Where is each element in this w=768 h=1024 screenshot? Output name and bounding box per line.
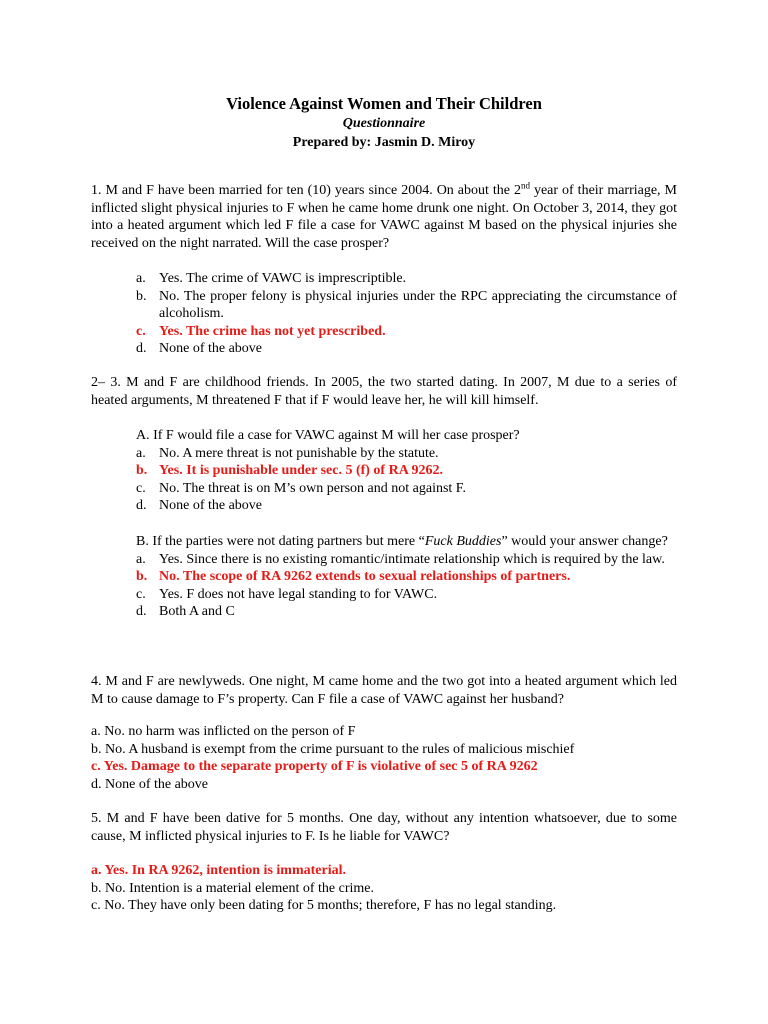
question-1-text-a: 1. M and F have been married for ten (10) years since 2004. On about the 2	[91, 183, 521, 198]
option-2b-d	[91, 603, 677, 621]
option-text: None of the above	[159, 498, 263, 513]
option-text: a. Yes. In RA 9262, intention is immaterial.	[91, 863, 346, 878]
option-text: None of the above	[159, 341, 263, 356]
part-b-emphasis: Fuck Buddies	[424, 534, 502, 549]
option-letter: a.	[136, 445, 146, 461]
option-2a-b-correct-answer	[91, 462, 677, 480]
option-1d	[91, 340, 677, 358]
option-letter: c.	[136, 480, 146, 496]
option-letter: a.	[136, 551, 146, 567]
option-text: c. No. They have only been dating for 5 months; therefore, F has no legal standing.	[91, 898, 557, 913]
question-2-part-b	[91, 533, 677, 621]
document-header	[0, 0, 768, 152]
option-text: Yes. It is punishable under sec. 5 (f) of RA 9262.	[159, 463, 444, 478]
option-1c-correct-answer	[91, 323, 677, 341]
option-letter: b.	[136, 288, 147, 304]
question-1-text-b: year of their marriage, M inflicted slight physical injuries to F when he came home drunk one night. On October 3, 2014, they got into a heated argument which led F file a case for VAWC against M based on the physical injuries she received on the night narrated. Will the case prosper?	[91, 183, 677, 251]
document-title: Violence Against Women and Their Children	[226, 94, 542, 113]
question-2-part-a	[91, 427, 677, 515]
option-text: No. The scope of RA 9262 extends to sexual relationships of partners.	[159, 569, 571, 584]
option-text: No. The threat is on M’s own person and not against F.	[159, 480, 466, 496]
question-5: 5. M and F have been dative for 5 months. One day, without any intention whatsoever, due to some cause, M inflicted physical injuries to F. Is he liable for VAWC?	[91, 811, 677, 844]
option-2b-a	[91, 551, 677, 569]
ordinal-suffix: nd	[520, 180, 530, 191]
part-b-question	[91, 533, 677, 551]
option-2b-c	[91, 586, 677, 604]
option-letter: b.	[136, 569, 148, 584]
document-subtitle: Questionnaire	[342, 116, 426, 131]
option-letter: d.	[136, 604, 147, 619]
option-4a	[91, 723, 677, 741]
option-text: Both A and C	[159, 604, 235, 619]
question-1-options	[91, 270, 677, 358]
option-4c-correct-answer	[91, 758, 677, 776]
option-1b	[91, 288, 677, 323]
option-letter: b.	[136, 463, 148, 478]
question-1	[91, 182, 677, 252]
option-text: Yes. F does not have legal standing to for VAWC.	[159, 586, 438, 602]
option-text: b. No. Intention is a material element of the crime.	[91, 880, 375, 896]
option-5a-correct-answer	[91, 862, 677, 880]
option-letter: c.	[136, 323, 146, 339]
option-letter: a.	[136, 271, 146, 286]
question-4: 4. M and F are newlyweds. One night, M came home and the two got into a heated argument which led M to cause damage to F’s property. Can F file a case of VAWC against her husband?	[91, 674, 677, 707]
option-2a-a	[91, 445, 677, 463]
option-5b	[91, 880, 677, 898]
option-letter: d.	[136, 341, 147, 356]
part-a-question: A. If F would file a case for VAWC against M will her case prosper?	[136, 428, 520, 443]
option-text: a. No. no harm was inflicted on the person of F	[91, 724, 356, 739]
question-2-3: 2– 3. M and F are childhood friends. In 2005, the two started dating. In 2007, M due to a series of heated arguments, M threatened F that if F would leave her, he will kill himself.	[91, 375, 677, 408]
option-text: Yes. Since there is no existing romantic/intimate relationship which is required by the law.	[159, 551, 665, 567]
option-text: c. Yes. Damage to the separate property of F is violative of sec 5 of RA 9262	[91, 759, 538, 774]
option-letter: c.	[136, 586, 146, 602]
option-2a-c	[91, 480, 677, 498]
part-b-text-a: B. If the parties were not dating partners but mere “	[136, 534, 425, 549]
option-text: d. None of the above	[91, 776, 209, 792]
option-4d	[91, 776, 677, 794]
option-5c	[91, 897, 677, 915]
option-text: Yes. The crime has not yet prescribed.	[159, 323, 386, 339]
option-letter: d.	[136, 498, 147, 513]
part-b-text-b: ” would your answer change?	[501, 534, 668, 549]
option-2b-b-correct-answer	[91, 568, 677, 586]
option-text: b. No. A husband is exempt from the crime pursuant to the rules of malicious mischief	[91, 741, 575, 757]
author-line: Prepared by: Jasmin D. Miroy	[292, 135, 476, 150]
option-text: Yes. The crime of VAWC is imprescriptible.	[159, 271, 407, 286]
option-2a-d	[91, 497, 677, 515]
question-5-options	[91, 862, 677, 915]
option-text: No. The proper felony is physical injuries under the RPC appreciating the circumstance of alcoholism.	[159, 288, 677, 321]
option-1a	[91, 270, 677, 288]
option-text: No. A mere threat is not punishable by the statute.	[159, 445, 439, 461]
option-4b	[91, 741, 677, 759]
question-4-options	[91, 723, 677, 793]
